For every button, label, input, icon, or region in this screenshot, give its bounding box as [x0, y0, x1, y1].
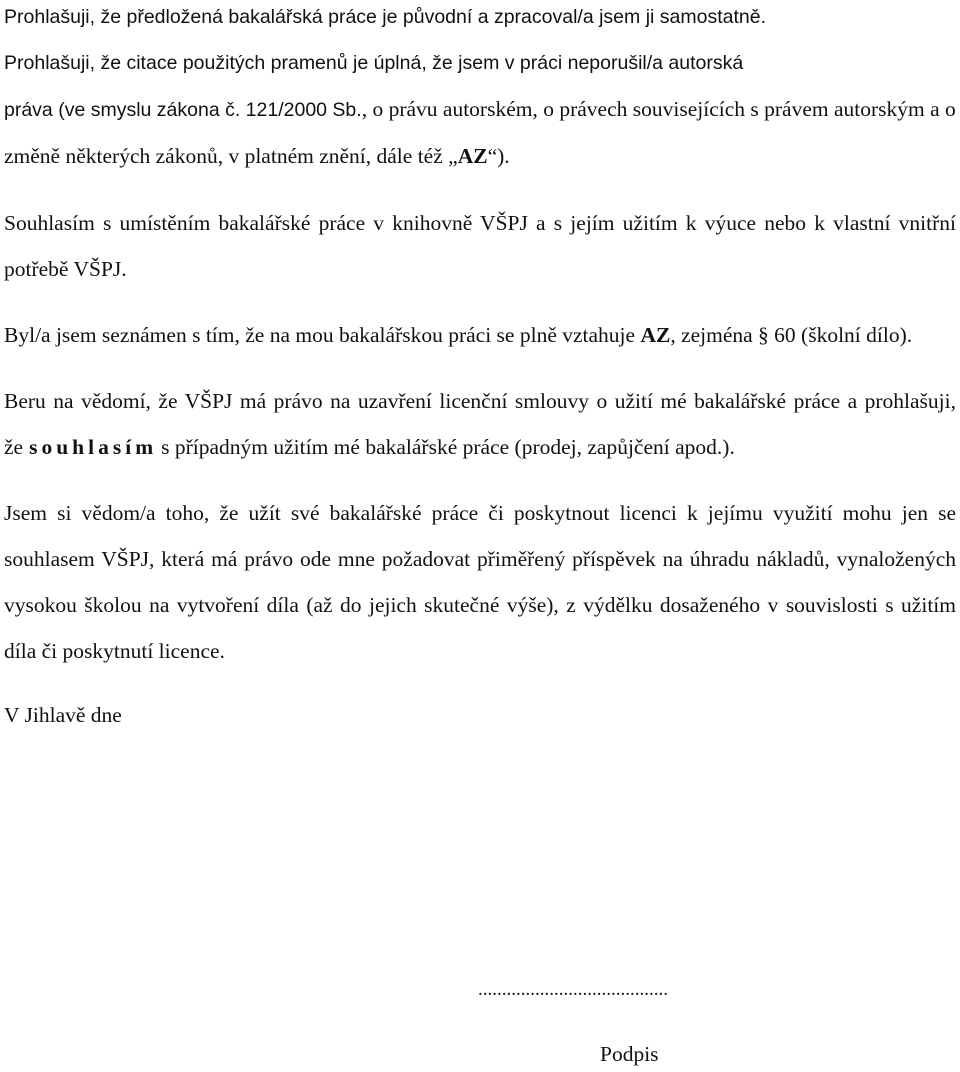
- az-abbrev: AZ: [457, 144, 488, 168]
- law-detail-text: , o právu autorském, o právech souvisejících s právem autorským a o změně některých zákonů, v platném znění, dále též „: [4, 97, 956, 168]
- license-text: Beru na vědomí, že VŠPJ má právo na uzavření licenční smlouvy o užití mé bakalářské práce a prohlašuji, že: [4, 389, 956, 459]
- declaration-document: [4, 0, 956, 738]
- az-abbrev-2: AZ: [640, 323, 671, 347]
- school-work-section: , zejména § 60 (školní dílo).: [670, 323, 913, 347]
- declaration-school-work: [4, 312, 956, 358]
- originality-text: Prohlašuji, že předložená bakalářská práce je původní a zpracoval/a jsem ji samostatně.: [4, 6, 766, 28]
- declaration-awareness: Jsem si vědom/a toho, že užít své bakalářské práce či poskytnout licenci k jejímu využití mohu jen se souhlasem VŠPJ, která má právo ode mne požadovat přiměřený příspěvek na úhradu nákladů, vynaložených vysokou školou na vytvoření díla (až do jejich skutečné výše), z výdělku dosaženého v souvislosti s užitím díla či poskytnutí licence.: [4, 501, 956, 663]
- closing-quote: “).: [487, 144, 510, 168]
- signature-line: ........................................: [478, 979, 668, 1000]
- consent-spaced-word: souhlasím: [29, 435, 158, 459]
- declaration-library-consent: Souhlasím s umístěním bakalářské práce v knihovně VŠPJ a s jejím užitím k výuce nebo k vlastní vnitřní potřebě VŠPJ.: [4, 211, 956, 281]
- signature-label: Podpis: [600, 1042, 659, 1066]
- law-reference-text: práva (ve smyslu zákona č. 121/2000 Sb.: [4, 99, 362, 121]
- declaration-originality: [4, 0, 956, 180]
- declaration-license: [4, 378, 956, 470]
- license-use-text: s případným užitím mé bakalářské práce (prodej, zapůjčení apod.).: [161, 435, 735, 459]
- citation-text: Prohlašuji, že citace použitých pramenů je úplná, že jsem v práci neporušil/a autorská: [4, 52, 744, 74]
- place-date: V Jihlavě dne: [4, 703, 122, 727]
- school-work-text: Byl/a jsem seznámen s tím, že na mou bakalářskou práci se plně vztahuje: [4, 323, 636, 347]
